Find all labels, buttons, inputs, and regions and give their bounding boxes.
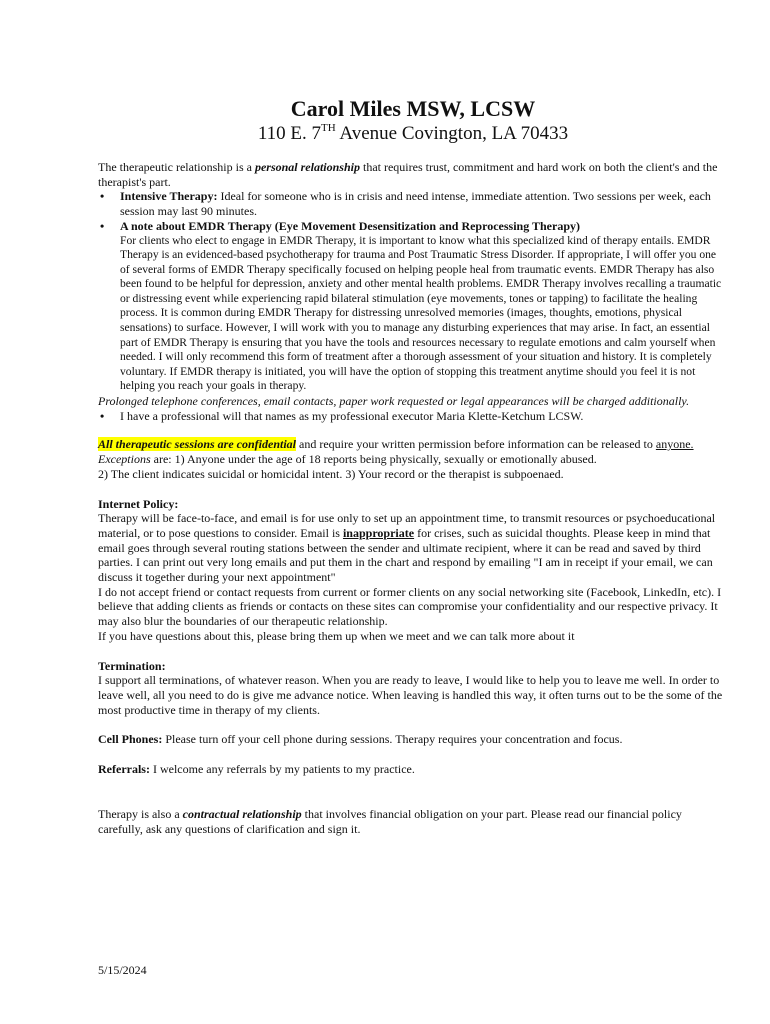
contractual-emphasis: contractual relationship [182, 806, 302, 821]
closing-text-end: that involves financial obligation on your part. Please read our financial policy carefully, ask any questions of clarification and sign it. [98, 806, 682, 836]
executor-text: I have a professional will that names as my professional executor Maria Klette-Ketchum LCSW. [120, 408, 584, 423]
referrals-text: I welcome any referrals by my patients to my practice. [149, 762, 415, 777]
practitioner-name: Carol Miles MSW, LCSW [290, 96, 536, 121]
exceptions-line-3: 2) The client indicates suicidal or homicidal intent. 3) Your record or the therapist is subpoenaed. [98, 466, 564, 481]
bullet-intensive-therapy [98, 189, 728, 218]
intro-emphasis: personal relationship [254, 160, 360, 174]
internet-policy-paragraph-1 [98, 511, 728, 585]
referrals-paragraph [98, 762, 728, 777]
internet-text: Therapy will be face-to-face, and email is for use only to set up an appointment time, to transmit resources or psychoeducational material, or to pose questions to consider. Email is [98, 511, 716, 540]
anyone-underlined: anyone. [655, 437, 694, 452]
emdr-label: A note about EMDR Therapy (Eye Movement Desensitization and Reprocessing Therapy) [120, 218, 580, 233]
bullet-icon: • [100, 218, 105, 233]
footer-date: 5/15/2024 [98, 963, 147, 977]
termination-heading: Termination: [98, 658, 166, 673]
confidential-highlight: All therapeutic sessions are confidential [98, 437, 297, 452]
practice-address [98, 122, 728, 146]
address-street: 110 E. 7 [257, 123, 322, 144]
cell-phones-paragraph [98, 732, 728, 747]
intro-text: The therapeutic relationship is a [98, 160, 255, 174]
internet-policy-heading: Internet Policy: [98, 496, 179, 511]
exceptions-label: Exceptions [98, 452, 151, 467]
bullet-professional-will [98, 409, 728, 424]
closing-paragraph [98, 807, 728, 836]
confidential-text: and require your written permission before information can be released to [296, 437, 656, 452]
internet-policy-paragraph-2: I do not accept friend or contact requests from current or former clients on any social networking site (Facebook, LinkedIn, etc). I believe that adding clients as friends or contacts on these sites can compromise your confidentiality and our respective privacy. It may also blur the boundaries of our therapeutic relationship. [98, 584, 722, 629]
address-city: Avenue Covington, LA 70433 [335, 123, 569, 144]
closing-text: Therapy is also a [98, 806, 183, 821]
exceptions-text: are: 1) Anyone under the age of 18 reports being physically, sexually or emotionally abused. [150, 452, 597, 467]
bullet-emdr [98, 219, 728, 394]
emdr-text: For clients who elect to engage in EMDR Therapy, it is important to know what this specialized kind of therapy entails. EMDR Therapy is an evidenced-based psychotherapy for trauma and Post Traumatic Stress Disorder. If appropriate, I will offer you one of several forms of EMDR Therapy specifically focused on helping people heal from traumatic events. EMDR Therapy has also been found to be helpful for depression, anxiety and other mental health problems. EMDR Therapy involves recalling a traumatic or distressing event while experiencing rapid bilateral stimulation (eye movements, tones or tapping) to facilitate the healing process. It is common during EMDR Therapy for distressing unresolved memories (images, thoughts, emotions, physical sensations) to surface. However, I will work with you to manage any disturbing experiences that may arise. In fact, an essential part of EMDR Therapy is ensuring that you have the tools and resources necessary to regulate emotions and calm yourself when needed. I will only recommend this form of treatment after a thorough assessment of your situation and history. It is completely voluntary. If EMDR therapy is initiated, you will have the option of stopping this treatment anytime should you feel it is not helping you reach your goals in therapy. [120, 233, 722, 393]
prolonged-contacts-note: Prolonged telephone conferences, email contacts, paper work requested or legal appearances will be charged additionally. [98, 394, 690, 409]
inappropriate-emphasis: inappropriate [342, 525, 415, 540]
intensive-text: Ideal for someone who is in crisis and need intense, immediate attention. Two sessions per week, each session may last 90 minutes. [120, 189, 711, 219]
intensive-label: Intensive Therapy: [120, 189, 218, 204]
internet-text-end: for crises, such as suicidal thoughts. Please keep in mind that email goes through several routing stations between the sender and ultimate recipient, where it can be read and saved by third parties. I can print out very long emails and put them in the chart and respond by emailing "I am in receipt if your email, we can discuss it together during your next appointment" [98, 525, 713, 585]
intro-text-end: that requires trust, commitment and hard work on both the client's and the therapist's part. [98, 160, 718, 189]
internet-policy-paragraph-3: If you have questions about this, please bring them up when we meet and we can talk more about it [98, 628, 575, 643]
confidentiality-paragraph [98, 437, 728, 481]
document-page [98, 96, 728, 836]
bullet-icon: • [100, 189, 105, 204]
cell-phones-label: Cell Phones: [98, 732, 163, 747]
address-superscript: TH [321, 122, 336, 134]
intro-paragraph [98, 160, 728, 189]
referrals-label: Referrals: [98, 762, 150, 777]
termination-paragraph: I support all terminations, of whatever reason. When you are ready to leave, I would like to help you to leave me well. In order to leave well, all you need to do is give me advance notice. When leaving is handled this way, it often turns out to be the some of the most productive time in therapy of my clients. [98, 673, 723, 717]
cell-phones-text: Please turn off your cell phone during sessions. Therapy requires your concentration and focus. [162, 732, 623, 747]
bullet-icon: • [100, 408, 105, 423]
